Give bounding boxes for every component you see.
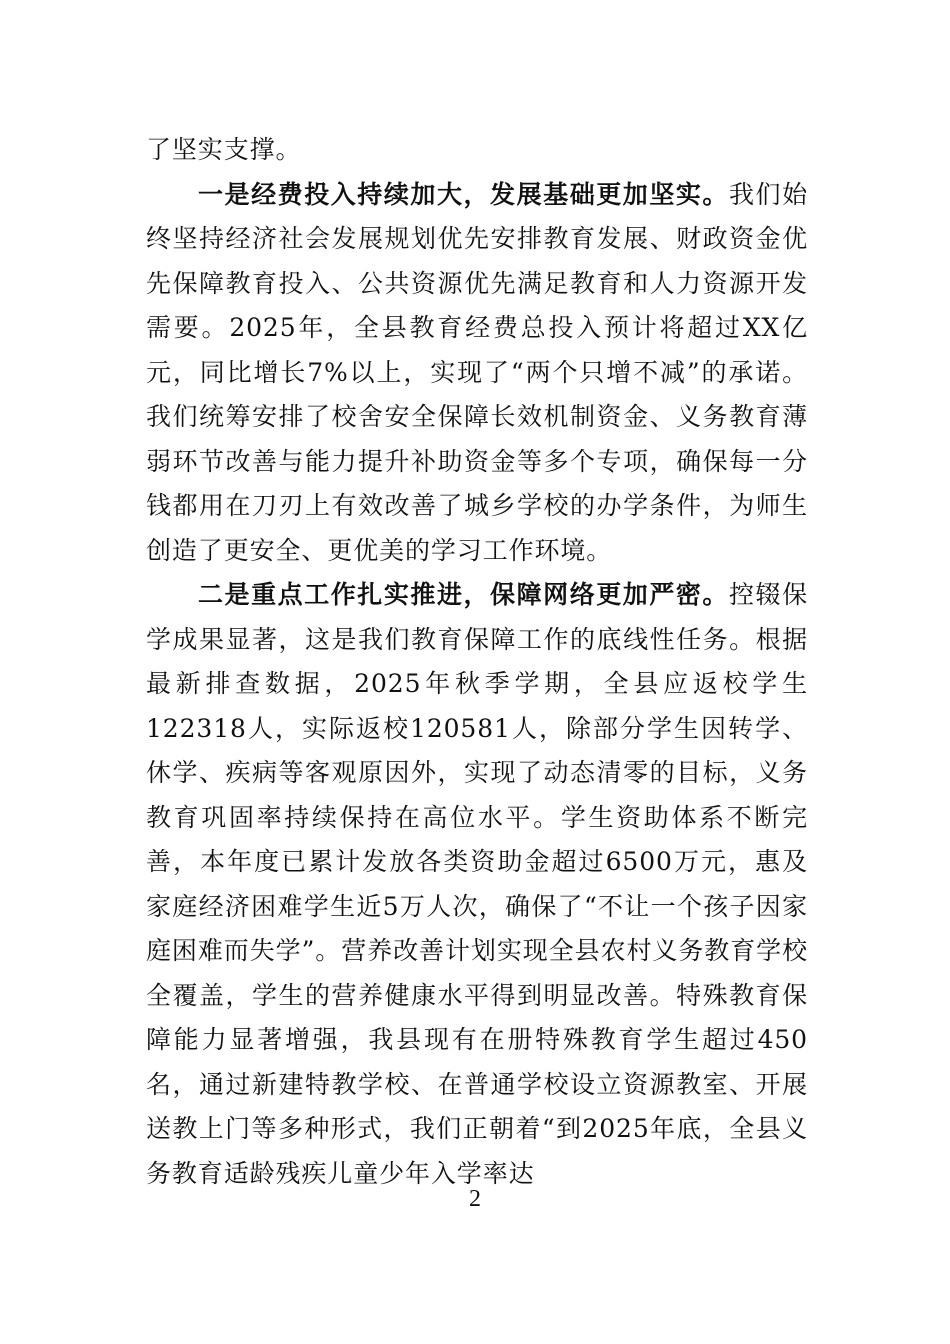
paragraph-text: 了坚实支撑。 bbox=[146, 135, 302, 164]
paragraph-key-work bbox=[146, 573, 808, 1196]
paragraph-text: 控辍保学成果显著，这是我们教育保障工作的底线性任务。根据最新排查数据，2025年秋季学期，全县应返校学生122318人，实际返校120581人，除部分学生因转学、休学、疾病等客观原因外，实现了动态清零的目标，义务教育巩固率持续保持在高位水平。学生资助体系不断完善，本年度已累计发放各类资助金超过6500万元，惠及家庭经济困难学生近5万人次，确保了“不让一个孩子因家庭困难而失学”。营养改善计划实现全县农村义务教育学校全覆盖，学生的营养健康水平得到明显改善。特殊教育保障能力显著增强，我县现有在册特殊教育学生超过450名，通过新建特教学校、在普通学校设立资源教室、开展送教上门等多种形式，我们正朝着“到2025年底，全县义务教育适龄残疾儿童少年入学率达 bbox=[146, 580, 808, 1188]
paragraph-text: 我们始终坚持经济社会发展规划优先安排教育发展、财政资金优先保障教育投入、公共资源优先满足教育和人力资源开发需要。2025年，全县教育经费总投入预计将超过XX亿元，同比增长7%以上，实现了“两个只增不减”的承诺。我们统筹安排了校舍安全保障长效机制资金、义务教育薄弱环节改善与能力提升补助资金等多个专项，确保每一分钱都用在刀刃上有效改善了城乡学校的办学条件，为师生创造了更安全、更优美的学习工作环境。 bbox=[146, 179, 808, 565]
paragraph-continuation bbox=[146, 128, 808, 173]
page-number: 2 bbox=[469, 1186, 481, 1212]
paragraph-lead-heading: 二是重点工作扎实推进，保障网络更加严密。 bbox=[198, 580, 729, 609]
paragraph-funding bbox=[146, 173, 808, 574]
paragraph-lead-heading: 一是经费投入持续加大，发展基础更加坚实。 bbox=[198, 179, 729, 209]
document-body bbox=[146, 128, 808, 1196]
